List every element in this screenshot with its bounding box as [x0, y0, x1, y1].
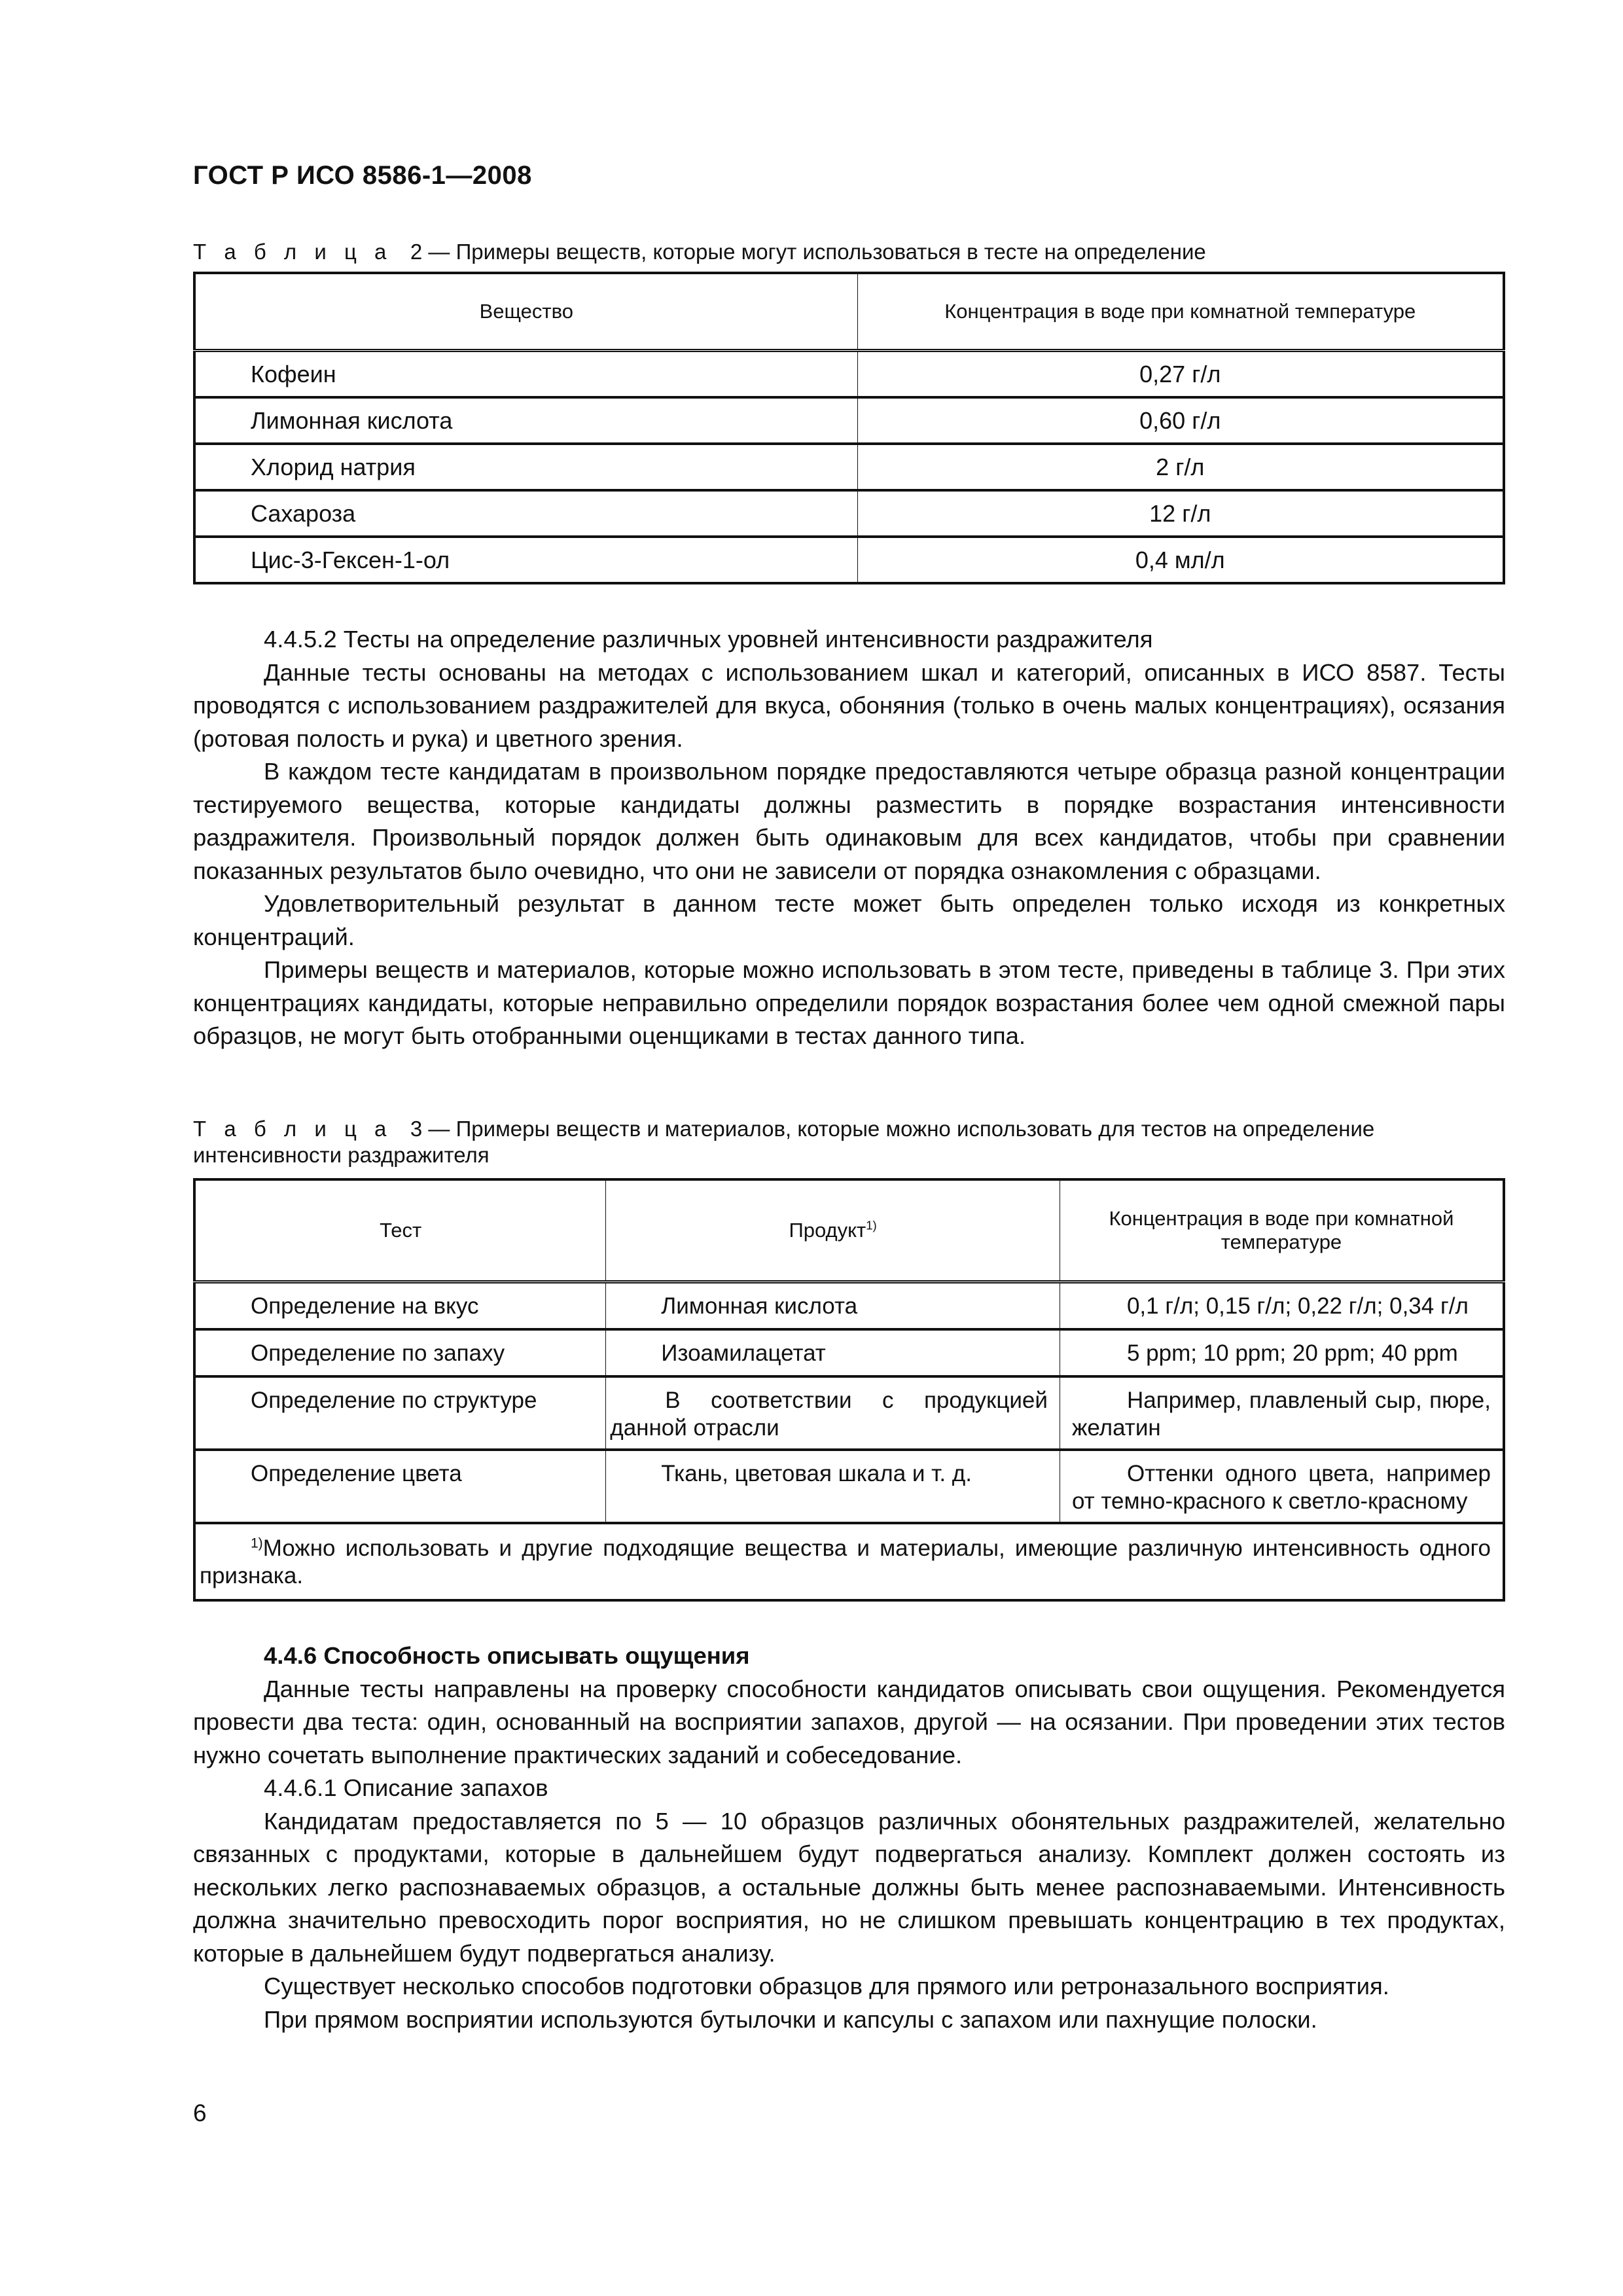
product-cell: Ткань, цветовая шкала и т. д. [606, 1450, 1060, 1523]
concentration-cell: 5 ppm; 10 ppm; 20 ppm; 40 ppm [1060, 1329, 1504, 1376]
concentration-cell: 0,4 мл/л [857, 537, 1504, 583]
table3-caption-text: 3 — Примеры веществ и материалов, которые можно использовать для тестов на определение интенсивности раздражителя [193, 1117, 1375, 1167]
section-heading: 4.4.5.2 Тесты на определение различных уровней интенсивности раздражителя [264, 626, 1153, 653]
table-row [194, 444, 1504, 490]
table-row [194, 1282, 1504, 1330]
product-cell: Изоамилацетат [606, 1329, 1060, 1376]
test-cell: Определение по запаху [194, 1329, 606, 1376]
concentration-cell: Оттенки одного цвета, например от темно-красного к светло-красному [1060, 1450, 1504, 1523]
table3-header-row [194, 1179, 1504, 1282]
substance-cell: Кофеин [194, 351, 857, 398]
subsection-heading: 4.4.6.1 Описание запахов [264, 1774, 548, 1801]
section-4-4-5-2 [193, 623, 1505, 1053]
section-heading: 4.4.6 Способность описывать ощущения [264, 1642, 750, 1669]
paragraph: В каждом тесте кандидатам в произвольном порядке предоставляются четыре образца разной концентрации тестируемого вещества, которые кандидаты должны разместить в порядке возрастания интенсивности раздражителя. Произвольный порядок должен быть одинаковым для всех кандидатов, чтобы при сравнении показанных результатов было очевидно, что они не зависели от порядка ознакомления с образцами. [193, 758, 1505, 884]
table3-col-concentration: Концентрация в воде при комнатной температуре [1060, 1179, 1504, 1282]
concentration-cell: 0,27 г/л [857, 351, 1504, 398]
table3-caption-label: Т а б л и ц а [193, 1117, 393, 1141]
paragraph: При прямом восприятии используются бутылочки и капсулы с запахом или пахнущие полоски. [264, 2005, 1317, 2033]
table3-footnote [194, 1523, 1504, 1600]
footnote-text: Можно использовать и другие подходящие вещества и материалы, имеющие различную интенсивность одного признака. [200, 1535, 1491, 1588]
table-row [194, 1329, 1504, 1376]
table2-header-row [194, 273, 1504, 351]
table2-caption-label: Т а б л и ц а [193, 240, 393, 264]
product-cell: В соответствии с продукцией данной отрасли [606, 1376, 1060, 1450]
paragraph: Примеры веществ и материалов, которые можно использовать в этом тесте, приведены в таблице 3. При этих концентрациях кандидаты, которые неправильно определили порядок возрастания более чем одной смежной пары образцов, не могут быть отобранными оценщиками в тестах данного типа. [193, 956, 1505, 1049]
table-row [194, 1450, 1504, 1523]
concentration-cell: Например, плавленый сыр, пюре, желатин [1060, 1376, 1504, 1450]
table-row [194, 397, 1504, 444]
table3-col-test: Тест [194, 1179, 606, 1282]
paragraph: Кандидатам предоставляется по 5 — 10 образцов различных обонятельных раздражителей, желательно связанных с продуктами, которые в дальнейшем будут подвергаться анализу. Комплект должен состоять из нескольких легко распознаваемых образцов, а остальные должны быть менее распознаваемыми. Интенсивность должна значительно превосходить порог восприятия, но не слишком превышать концентрацию в тех продуктах, которые в дальнейшем будут подвергаться анализу. [193, 1807, 1505, 1967]
substance-cell: Сахароза [194, 490, 857, 537]
paragraph: Существует несколько способов подготовки образцов для прямого или ретроназального восприятия. [264, 1973, 1389, 2000]
table2-col-substance: Вещество [194, 273, 857, 351]
table3-col-product [606, 1179, 1060, 1282]
document-id-header: ГОСТ Р ИСО 8586-1—2008 [193, 161, 532, 190]
paragraph: Данные тесты основаны на методах с использованием шкал и категорий, описанных в ИСО 8587. Тесты проводятся с использованием раздражителей для вкуса, обоняния (только в очень малых концентрациях), осязания (ротовая полость и рука) и цветного зрения. [193, 658, 1505, 752]
table3-footnote-row [194, 1523, 1504, 1600]
table-row [194, 1376, 1504, 1450]
table-row [194, 490, 1504, 537]
section-4-4-6 [193, 1640, 1505, 2036]
footnote-mark: 1) [866, 1218, 877, 1232]
substance-cell: Лимонная кислота [194, 397, 857, 444]
table3 [193, 1178, 1505, 1602]
test-cell: Определение по структуре [194, 1376, 606, 1450]
concentration-cell: 0,60 г/л [857, 397, 1504, 444]
product-header-text: Продукт [789, 1219, 866, 1242]
table2-col-concentration: Концентрация в воде при комнатной температуре [857, 273, 1504, 351]
paragraph: Удовлетворительный результат в данном тесте может быть определен только исходя из конкретных концентраций. [193, 890, 1505, 950]
product-cell: Лимонная кислота [606, 1282, 1060, 1330]
test-cell: Определение на вкус [194, 1282, 606, 1330]
table-row [194, 537, 1504, 583]
table2 [193, 272, 1505, 584]
substance-cell: Цис-3-Гексен-1-ол [194, 537, 857, 583]
footnote-mark: 1) [251, 1535, 263, 1551]
concentration-cell: 0,1 г/л; 0,15 г/л; 0,22 г/л; 0,34 г/л [1060, 1282, 1504, 1330]
test-cell: Определение цвета [194, 1450, 606, 1523]
table2-caption-text: 2 — Примеры веществ, которые могут использоваться в тесте на определение [410, 240, 1206, 264]
paragraph: Данные тесты направлены на проверку способности кандидатов описывать свои ощущения. Рекомендуется провести два теста: один, основанный на восприятии запахов, другой — на осязании. При проведении этих тестов нужно сочетать выполнение практических заданий и собеседование. [193, 1675, 1505, 1768]
page-number: 6 [193, 2100, 207, 2126]
concentration-cell: 12 г/л [857, 490, 1504, 537]
table-row [194, 351, 1504, 398]
concentration-cell: 2 г/л [857, 444, 1504, 490]
table3-caption [193, 1116, 1505, 1168]
substance-cell: Хлорид натрия [194, 444, 857, 490]
table2-caption [193, 238, 1206, 266]
